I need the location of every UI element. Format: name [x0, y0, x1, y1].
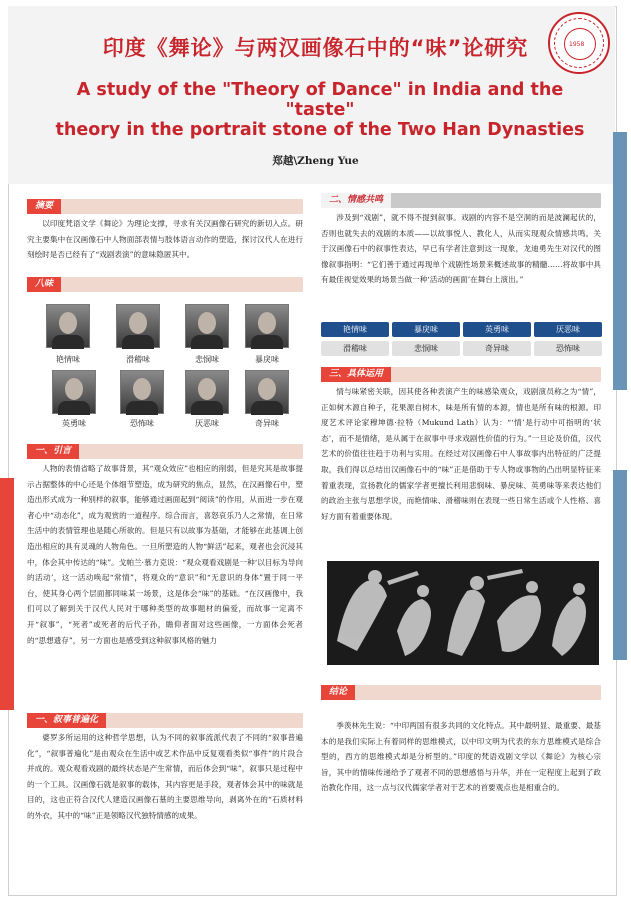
- rasa-tag: 厌恶味: [534, 322, 602, 337]
- portrait-photo: [185, 304, 229, 348]
- rubbing-figures: [327, 561, 599, 665]
- resonance-text: [321, 210, 601, 288]
- portrait-photo: [120, 370, 164, 414]
- resonance-header: [321, 193, 601, 208]
- portrait-photo: [46, 304, 90, 348]
- application-paragraph: 情与味紧密关联，因其使各种表演产生的味感染观众，戏剧演员称之为“情”，正如树木源自种子，花果源自树木，味是所有情的本源，情也是所有味的根源。印度艺术评论家穆坤德·拉特（Mukund Lath）认为：“‘情’是行动中可指明的‘状态’，而不是情绪，是从属于在叙事中寻求戏剧性价值的行为。”一旦论及价值，汉代艺术的价值往往趋于功利与实用。在经过对汉画像石中人事故事内出特征的广泛提取，我们得以总结出汉画像石中的“味”正是借助于专人物或事物的凸出明显特征来着重表现，宣扬教化的儒家学者更擅长利用悲悯味、暴戾味、英勇味等来表达他们的政治主张与思想学说，而艳情味、滑稽味则在表现一些日常生活或个人性格、喜好方面有着重要体现。: [321, 387, 601, 521]
- seal-year: 1958: [569, 41, 585, 48]
- conclusion-header: [321, 685, 601, 700]
- rasa-caption: 滑稽味: [126, 355, 150, 364]
- intro-text: [27, 461, 303, 648]
- abstract-header: [27, 199, 303, 214]
- author-name: 郑越\Zheng Yue: [272, 155, 359, 167]
- narrative-label: 一、叙事普遍化: [27, 713, 106, 728]
- han-stone-rubbing-image: [327, 561, 599, 665]
- title-english-line2: theory in the portrait stone of the Two Han Dynasties: [55, 120, 585, 140]
- abstract-text: [27, 216, 303, 263]
- narrative-header: [27, 713, 303, 728]
- rasa-tag: 恐怖味: [534, 341, 602, 356]
- portrait-photo: [52, 370, 96, 414]
- rasa-caption: 奇异味: [255, 419, 279, 428]
- portrait-photo: [245, 304, 289, 348]
- rasa-tag: 悲悯味: [392, 341, 460, 356]
- application-text: [321, 384, 601, 524]
- intro-paragraph: 人物的表情省略了故事背景，其“观众效应”也相应的削弱，但是究其是故事提示占据整体的中心还是个体细节塑造，成为研究的焦点，显然，在汉画像石中，塑造出形式成为一种别样的叙事，能够通过画面起到“阅读”的作用，从而进一步在观者心中“动态化”，成为观赏的一道程序。综合而言，喜怒哀乐乃人之常情，在日常生活中的表情管理也是随心所欲的。但是只有以故事为基础，才能够在此基调上创造出相应的具有灵魂的人物角色。一旦所塑造的人物“鲜活”起来，观者也会沉浸其中，体会其中传达的“味”。戈帕兰·慕力克说：“观众观看戏剧是一种‘以目标为导向的活动’，这一活动唤起“常情”，将观众的“意识”和“无意识的身体”置于同一平台，使其身心两个层面都同味某一场景，这是体会“味”的基础。“在汉画像中，我们可以了解到关于汉代人民对于哪种类型的故事题材的偏爱，而故事一定离不开“叙事”，“死者”或死者的后代子孙，瞻仰者面对这些画像，一方面体会死者的“思想遗存”，另一方面也是感受到这种叙事风格的魅力: [27, 464, 303, 645]
- abstract-label: 摘要: [27, 199, 61, 214]
- portrait-photo: [116, 304, 160, 348]
- eight-rasa-header: [27, 277, 303, 292]
- right-accent-bar-top: [613, 132, 627, 390]
- rasa-caption: 厌恶味: [195, 419, 219, 428]
- rasa-caption: 艳情味: [56, 355, 80, 364]
- rasa-caption: 英勇味: [62, 419, 86, 428]
- rasa-caption: 暴戾味: [255, 355, 279, 364]
- portrait-photo: [185, 370, 229, 414]
- rasa-caption: 悲悯味: [195, 355, 219, 364]
- portrait-photo: [245, 370, 289, 414]
- rasa-tag: 英勇味: [463, 322, 531, 337]
- right-accent-bar-bottom: [613, 470, 627, 660]
- eight-rasa-label: 八味: [27, 277, 61, 292]
- application-header: [321, 367, 601, 382]
- intro-header: [27, 444, 303, 459]
- title-english-line1: A study of the "Theory of Dance" in India and the "taste": [76, 80, 564, 120]
- conclusion-label: 结论: [321, 685, 355, 700]
- rasa-tag: 奇异味: [463, 341, 531, 356]
- abstract-paragraph: 以印度梵语文学《舞论》为理论支撑，寻求有关汉画像石研究的新切入点。研究主要集中在汉画像石中人物面部表情与肢体语言动作的塑造，探讨汉代人在进行刻绘时是否已经有了“戏剧表演”的意味隐匿其中。: [27, 219, 303, 260]
- rasa-caption: 恐怖味: [130, 419, 154, 428]
- rasa-tag: 艳情味: [321, 322, 389, 337]
- rasa-tag: 暴戾味: [392, 322, 460, 337]
- conclusion-text: [321, 718, 601, 796]
- intro-label: 一、引言: [27, 444, 79, 459]
- narrative-paragraph: 婆罗多所运用的这种哲学思想，认为不同的叙事流派代表了不同的“叙事普遍化”，“叙事普遍化”是由观众在生活中或艺术作品中反复观看类似“事件”的片段合并成的。观众观看戏剧的最终状态是产生常情，而后体会到“味”，叙事只是过程中的一个工具。汉画像石就是叙事的载体，其内容更是手段，观者体会其中的味就是目的，这也正符合汉代人建造汉画像石墓的主要思维导向，剥离外在的“石质材料的外衣，其中的“味”正是领略汉代独特情感的成果。: [27, 733, 303, 820]
- title-chinese: 印度《舞论》与两汉画像石中的“味”论研究: [102, 36, 529, 60]
- narrative-text: [27, 730, 303, 824]
- rasa-tag: 滑稽味: [321, 341, 389, 356]
- application-label: 三、具体运用: [321, 367, 391, 382]
- resonance-paragraph: 涉及到“戏剧”，就不得不提到叙事。戏剧的内容不是空洞的而是波澜起伏的，否则也就失去的戏剧的本质——以故事悦人、教化人，从而实现观众情感共鸣。关于汉画像石中的叙事性表达，早已有学者注意到这一现象，龙迪勇先生对汉代的图像叙事指明：“它们善于通过再现单个戏剧性场景来概述故事的精髓……将故事中具有最佳视觉效果的场景当做一种‘活动的画面’在舞台上演出。”: [321, 213, 601, 285]
- left-accent-bar: [0, 478, 14, 710]
- resonance-label: 二、情感共鸣: [321, 193, 391, 208]
- conclusion-paragraph: 季羡林先生说：“中印两国有很多共同的文化特点。其中最明显、最重要、最基本的是我们实际上有着同样的思维模式，以中印文明为代表的东方思维模式是综合型的，西方的思维模式却是分析型的。”印度的梵语戏剧文学以《舞论》为核心宗旨，其中的情味传递给予了观者不同的思想感悟与升华，并在一定程度上起到了政治教化作用，这一点与汉代儒家学者对于艺术的首要观点也是相重合的。: [321, 721, 601, 793]
